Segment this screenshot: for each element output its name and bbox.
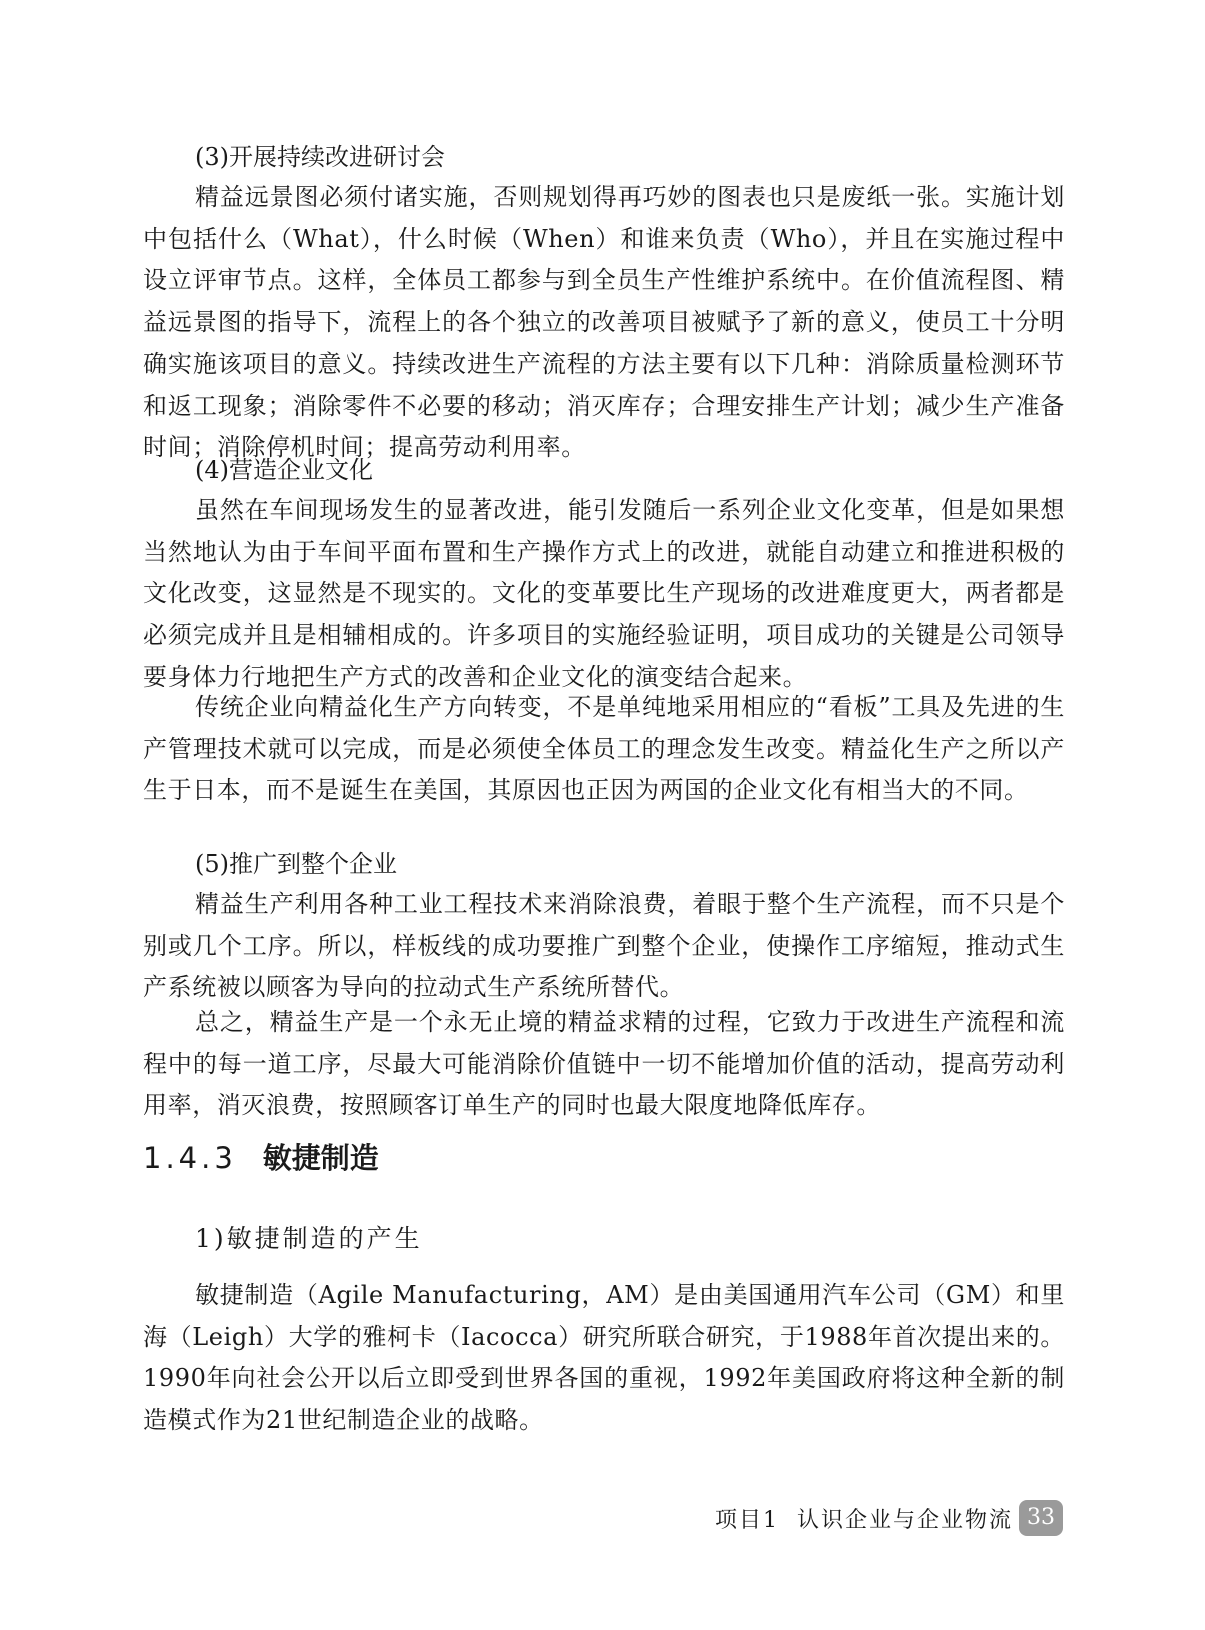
page-number-badge: 33 — [1019, 1500, 1063, 1536]
page-footer — [715, 1498, 1063, 1538]
paragraph-s4-2: 传统企业向精益化生产方向转变，不是单纯地采用相应的“看板”工具及先进的生产管理技术就可以完成，而是必须使全体员工的理念发生改变。精益化生产之所以产生于日本，而不是诞生在美国，其原因也正因为两国的企业文化有相当大的不同。 — [143, 693, 1065, 805]
heading-s3: (3)开展持续改进研讨会 — [195, 143, 445, 171]
paragraph-s5: 精益生产利用各种工业工程技术来消除浪费，着眼于整个生产流程，而不只是个别或几个工序。所以，样板线的成功要推广到整个企业，使操作工序缩短，推动式生产系统被以顾客为导向的拉动式生产系统所替代。 — [143, 890, 1065, 1002]
section-heading — [143, 1136, 379, 1180]
heading-s4: (4)营造企业文化 — [195, 456, 373, 484]
footer-project: 项目1 — [714, 1507, 779, 1533]
section-title: 敏捷制造 — [262, 1141, 379, 1175]
section-number: 1.4.3 — [143, 1141, 237, 1175]
paragraph-s3: 精益远景图必须付诸实施，否则规划得再巧妙的图表也只是废纸一张。实施计划中包括什么（What），什么时候（When）和谁来负责（Who），并且在实施过程中设立评审节点。这样，全体员工都参与到全员生产性维护系统中。在价值流程图、精益远景图的指导下，流程上的各个独立的改善项目被赋予了新的意义，使员工十分明确实施该项目的意义。持续改进生产流程的方法主要有以下几种：消除质量检测环节和返工现象；消除零件不必要的移动；消灭库存；合理安排生产计划；减少生产准备时间；消除停机时间；提高劳动利用率。 — [143, 183, 1065, 462]
heading-s5: (5)推广到整个企业 — [195, 850, 397, 878]
heading-sub1: 1)敏捷制造的产生 — [195, 1224, 423, 1253]
paragraph-summary: 总之，精益生产是一个永无止境的精益求精的过程，它致力于改进生产流程和流程中的每一道工序，尽最大可能消除价值链中一切不能增加价值的活动，提高劳动利用率，消灭浪费，按照顾客订单生产的同时也最大限度地降低库存。 — [143, 1008, 1065, 1120]
paragraph-sub1: 敏捷制造（Agile Manufacturing，AM）是由美国通用汽车公司（GM）和里海（Leigh）大学的雅柯卡（Iacocca）研究所联合研究，于1988年首次提出来的。1990年向社会公开以后立即受到世界各国的重视，1992年美国政府将这种全新的制造模式作为21世纪制造企业的战略。 — [143, 1281, 1065, 1435]
footer-chapter: 认识企业与企业物流 — [796, 1507, 1013, 1533]
paragraph-s4-1: 虽然在车间现场发生的显著改进，能引发随后一系列企业文化变革，但是如果想当然地认为由于车间平面布置和生产操作方式上的改进，就能自动建立和推进积极的文化改变，这显然是不现实的。文化的变革要比生产现场的改进难度更大，两者都是必须完成并且是相辅相成的。许多项目的实施经验证明，项目成功的关键是公司领导要身体力行地把生产方式的改善和企业文化的演变结合起来。 — [143, 496, 1065, 691]
